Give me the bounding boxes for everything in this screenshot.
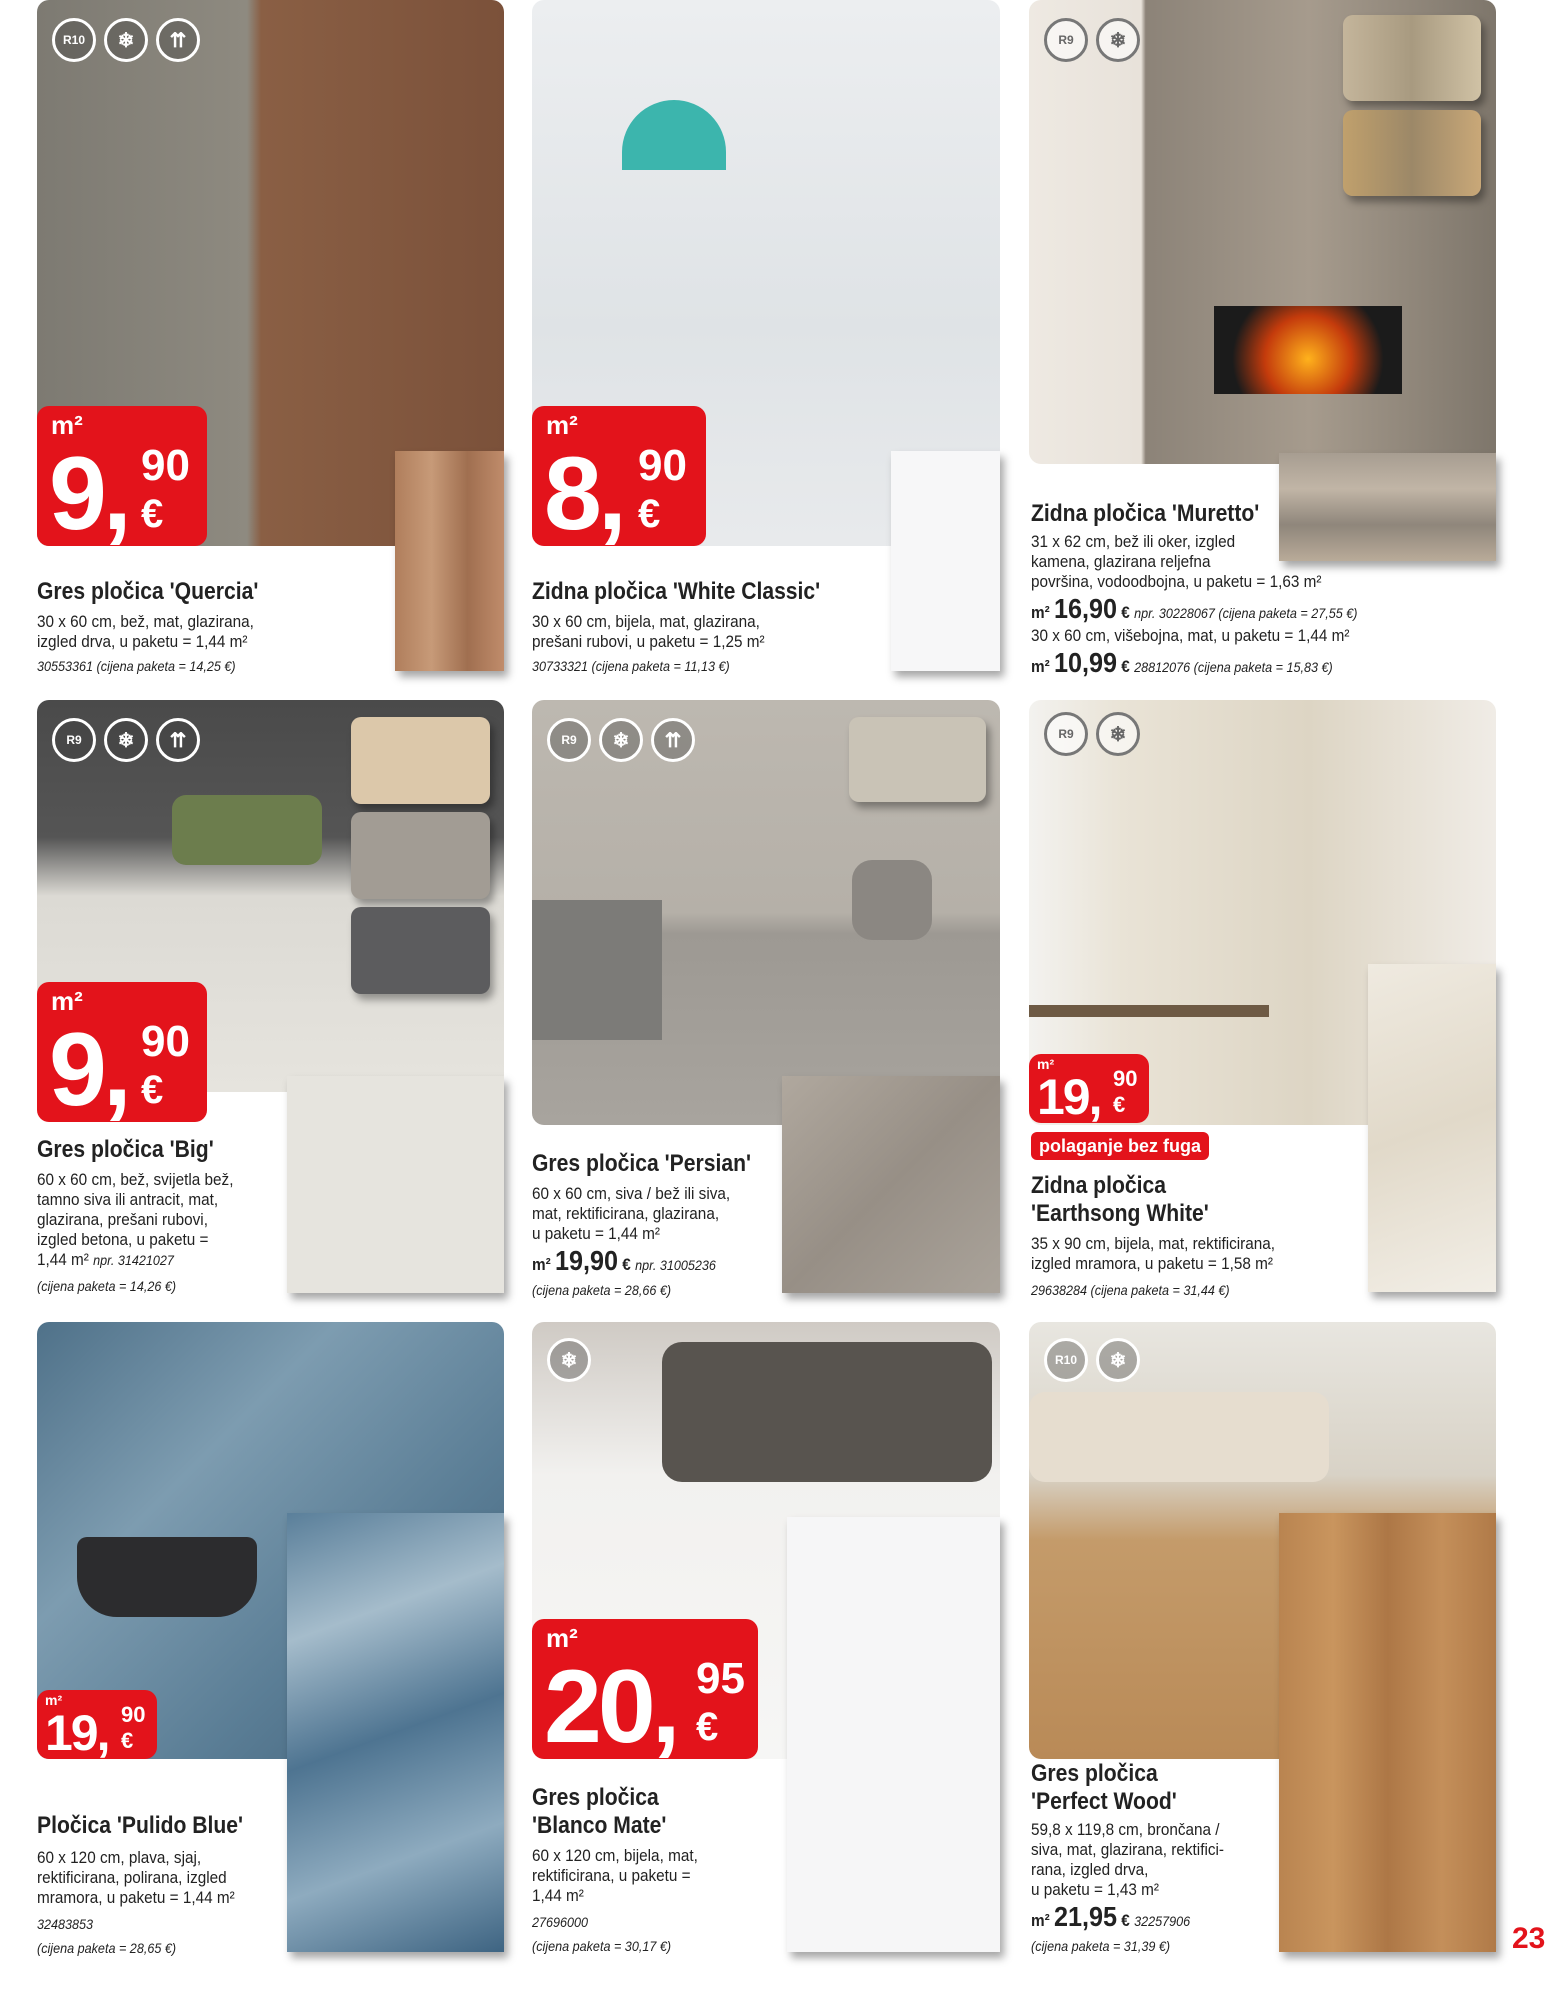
frost-resistant-icon: ❄ xyxy=(1096,712,1140,756)
swatch-pulido-blue xyxy=(287,1513,504,1952)
wear-resistance-icon: ⇈ xyxy=(156,718,200,762)
swatch-muretto-oker xyxy=(1343,110,1481,196)
swatch-big-light xyxy=(287,1076,504,1293)
product-title: Gres pločica 'Persian' xyxy=(532,1150,752,1177)
price-badge-big: m² 9, 90 € xyxy=(37,982,207,1122)
swatch-big-anthracite xyxy=(351,907,490,994)
price-line: m² 16,90 € npr. 30228067 (cijena paketa = 27,55 €) xyxy=(1031,593,1358,624)
product-title: Gres pločica 'Blanco Mate' xyxy=(532,1784,667,1839)
slip-r10-icon: R10 xyxy=(52,18,96,62)
product-title: Zidna pločica 'Muretto' xyxy=(1031,500,1260,527)
product-title: Gres pločica 'Quercia' xyxy=(37,578,259,605)
product-description: 31 x 62 cm, bež ili oker, izgled kamena, glazirana reljefna površina, vodoodbojna, u paketu = 1,63 m² m² 16,90 € npr. 30228067 (cijena paketa = 27,55 €) 30 x 60 cm, višebojna, mat, u paketu = 1,44 m² m² 10,99 € 28812076 (cijena paketa = 15,83 €) xyxy=(1031,532,1358,678)
price-badge-white-classic: m² 8, 90 € xyxy=(532,406,706,546)
product-description: 30 x 60 cm, bež, mat, glazirana, izgled drva, u paketu = 1,44 m² 30553361 (cijena paketa = 14,25 €) xyxy=(37,612,254,674)
product-title: Gres pločica 'Perfect Wood' xyxy=(1031,1760,1177,1815)
dining-table xyxy=(1029,1005,1269,1017)
swatch-persian-grey xyxy=(782,1076,1000,1293)
product-title: Zidna pločica 'Earthsong White' xyxy=(1031,1172,1209,1227)
swatch-blanco-mate xyxy=(787,1517,1000,1952)
price-badge-blanco: m² 20, 95 € xyxy=(532,1619,758,1759)
price-line: m² 21,95 € 32257906 xyxy=(1031,1901,1191,1932)
wear-resistance-icon: ⇈ xyxy=(156,18,200,62)
swatch-perfect-wood xyxy=(1279,1513,1496,1952)
product-description: 60 x 60 cm, siva / bež ili siva, mat, rektificirana, glazirana, u paketu = 1,44 m² m² 19,90 € npr. 31005236 (cijena paketa = 28,66 €) xyxy=(532,1184,731,1298)
swatch-earthsong-white xyxy=(1368,964,1496,1292)
price-badge-earthsong: m² 19, 90 € xyxy=(1029,1054,1149,1123)
swatch-big-grey xyxy=(351,812,490,899)
product-description: 60 x 120 cm, bijela, mat, rektificirana, u paketu = 1,44 m² 27696000 (cijena paketa = 30,17 €) xyxy=(532,1846,698,1954)
price-badge-pulido: m² 19, 90 € xyxy=(37,1690,157,1759)
bathtub xyxy=(77,1537,257,1617)
swatch-muretto-beige xyxy=(1343,15,1481,101)
frost-resistant-icon: ❄ xyxy=(1096,18,1140,62)
product-title: Gres pločica 'Big' xyxy=(37,1136,214,1163)
sofa xyxy=(1029,1392,1329,1482)
price-line: m² 19,90 € npr. 31005236 xyxy=(532,1245,716,1276)
product-description: 59,8 x 119,8 cm, brončana / siva, mat, glazirana, rektifici- rana, izgled drva, u paketu = 1,43 m² m² 21,95 € 32257906 (cijena paketa = 31,39 €) xyxy=(1031,1820,1225,1954)
sofa xyxy=(532,900,662,1040)
frost-resistant-icon: ❄ xyxy=(547,1338,591,1382)
product-description: 30 x 60 cm, bijela, mat, glazirana, prešani rubovi, u paketu = 1,25 m² 30733321 (cijena paketa = 11,13 €) xyxy=(532,612,765,674)
page-number: 23 xyxy=(1512,1922,1546,1955)
product-description: 35 x 90 cm, bijela, mat, rektificirana, izgled mramora, u paketu = 1,58 m² 29638284 (cijena paketa = 31,44 €) xyxy=(1031,1234,1276,1298)
sofa xyxy=(172,795,322,865)
slip-r9-icon: R9 xyxy=(1044,18,1088,62)
price-badge-quercia: m² 9, 90 € xyxy=(37,406,207,546)
swatch-quercia-wood xyxy=(395,451,504,671)
fireplace xyxy=(1214,306,1402,394)
armchair xyxy=(852,860,932,940)
frost-resistant-icon: ❄ xyxy=(104,18,148,62)
slip-r9-icon: R9 xyxy=(52,718,96,762)
product-description: 60 x 120 cm, plava, sjaj, rektificirana, polirana, izgled mramora, u paketu = 1,44 m² 32483853 (cijena paketa = 28,65 €) xyxy=(37,1848,235,1956)
swatch-big-beige xyxy=(351,717,490,804)
product-title: Zidna pločica 'White Classic' xyxy=(532,578,821,605)
sofa xyxy=(662,1342,992,1482)
swatch-persian-beige xyxy=(849,717,986,802)
swatch-white-classic xyxy=(891,451,1000,671)
slip-r10-icon: R10 xyxy=(1044,1338,1088,1382)
frost-resistant-icon: ❄ xyxy=(599,718,643,762)
slip-r9-icon: R9 xyxy=(1044,712,1088,756)
pendant-lamp xyxy=(622,100,726,170)
product-title: Pločica 'Pulido Blue' xyxy=(37,1812,244,1839)
slip-r9-icon: R9 xyxy=(547,718,591,762)
price-line: m² 10,99 € 28812076 (cijena paketa = 15,83 €) xyxy=(1031,647,1333,678)
product-description: 60 x 60 cm, bež, svijetla bež, tamno siva ili antracit, mat, glazirana, prešani rubovi, izgled betona, u paketu = 1,44 m² npr. 31421027 (cijena paketa = 14,26 €) xyxy=(37,1170,234,1294)
frost-resistant-icon: ❄ xyxy=(104,718,148,762)
wear-resistance-icon: ⇈ xyxy=(651,718,695,762)
no-grout-tag: polaganje bez fuga xyxy=(1031,1132,1209,1160)
frost-resistant-icon: ❄ xyxy=(1096,1338,1140,1382)
